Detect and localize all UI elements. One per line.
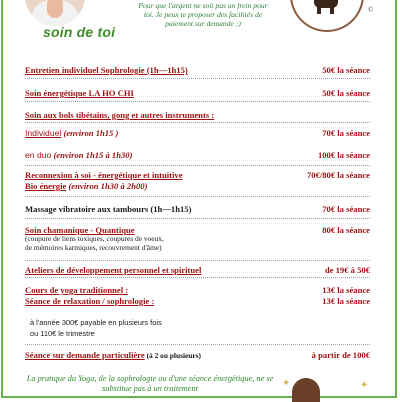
service-price: à partir de 100€ [311,350,370,360]
service-name: Bio énergie (environ 1h30 à 2h00) [25,181,148,191]
service-price: 13€ la séance [322,285,370,295]
service-price: de 19€ à 50€ [324,265,370,275]
service-name: Reconnexion à soi - énergétique et intuitive [25,170,183,180]
disclaimer-text: La pratique du Yoga, de la sophrologie ou d'une séance énergétique, ne se substitue pas à un traitement [26,374,274,393]
logo-text: soin de toi [43,24,116,40]
separator [25,277,370,278]
separator [25,260,370,261]
service-price: 70€/80€ la séance [306,170,370,180]
service-price: 13€ la séance [322,296,370,306]
sparkle-icon: ✦ [360,380,369,391]
service-price: 100€ la séance [317,150,370,160]
service-price: 50€ la séance [322,88,370,98]
service-name: Séance sur demande particulière (à 2 ou plusieurs) [25,350,202,360]
logo-image [25,0,85,26]
service-price: 80€ la séance [322,225,370,235]
service-name: Ateliers de développement personnel et spirituel [25,265,202,275]
service-price: 70€ la séance [322,128,370,138]
sparkle-icon: ✦ [282,378,291,389]
service-name: Soin énergétique LA HO CHI [25,88,134,98]
copyright-mark: © [368,6,374,14]
service-price: 50€ la séance [322,65,370,75]
payment-note: Pour que l'argent ne soit pas un frein pour toi. Je peux te proposer des facilités de paiement sur demande ;) [138,1,268,28]
separator [25,344,370,345]
service-name: Entretien individuel Sophrologie (1h—1h15) [25,65,188,75]
service-name: Massage vibratoire aux tambours (1h—1h15) [25,204,192,214]
service-name: Séance de relaxation / sophrologie : [25,296,155,306]
service-name: Soin aux bols tibétains, gong et autres instruments : [25,110,215,120]
service-price: 70€ la séance [322,204,370,214]
service-name: Cours de yoga traditionnel : [25,285,129,295]
separator [25,122,370,123]
footer-portrait-image [292,378,320,402]
separator [25,101,370,102]
service-name: en duo (environ 1h15 à 1h30) [25,150,133,160]
service-name: Soin chamanique - Quantique [25,225,135,235]
separator [25,218,370,219]
separator [25,196,370,197]
separator [25,165,370,166]
separator [25,78,370,79]
service-name: Individuel (environ 1h15 ) [25,128,119,138]
